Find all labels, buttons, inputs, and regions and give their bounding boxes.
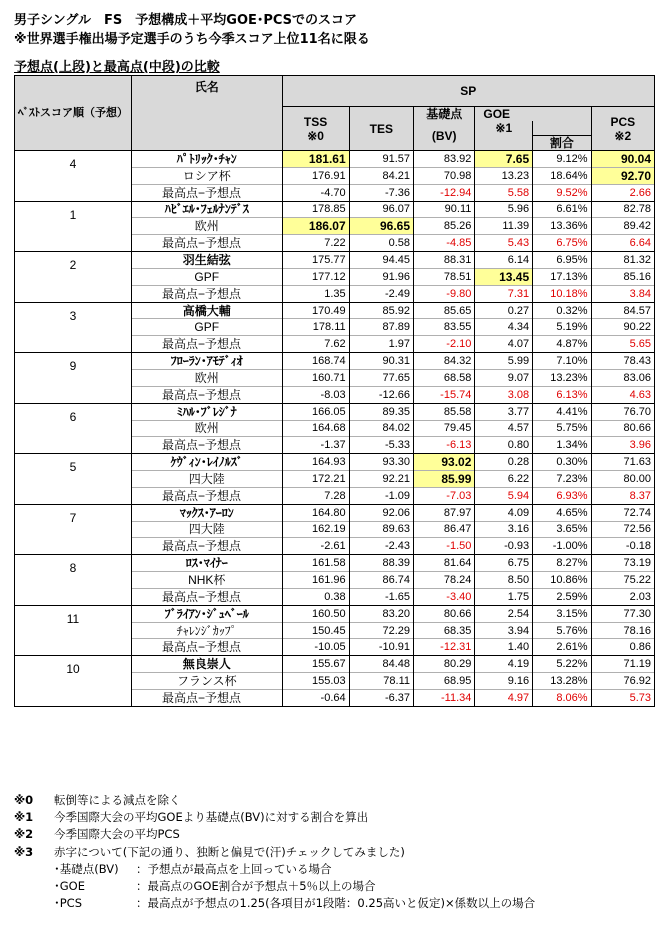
score-cell: 178.11 <box>282 319 349 336</box>
score-cell: 162.19 <box>282 521 349 538</box>
diff-label: 最高点−予想点 <box>132 336 283 353</box>
score-cell: -5.33 <box>349 437 413 454</box>
score-cell: -12.66 <box>349 386 413 403</box>
score-cell: 72.74 <box>591 504 654 521</box>
score-cell: 164.68 <box>282 420 349 437</box>
score-cell: 83.55 <box>414 319 475 336</box>
score-cell: 1.75 <box>475 588 533 605</box>
score-cell: 89.63 <box>349 521 413 538</box>
rank-cell: 6 <box>15 403 132 454</box>
score-cell: 92.06 <box>349 504 413 521</box>
score-cell: 3.08 <box>475 386 533 403</box>
score-cell: 76.70 <box>591 403 654 420</box>
score-cell: 5.43 <box>475 235 533 252</box>
skater-name: ﾊﾋﾞｴﾙ･ﾌｪﾙﾅﾝﾃﾞｽ <box>132 201 283 218</box>
score-cell: 178.85 <box>282 201 349 218</box>
score-cell: 7.22 <box>282 235 349 252</box>
note-2: ※2 今季国際大会の平均PCS <box>14 827 180 842</box>
score-cell: 96.65 <box>349 218 413 235</box>
score-cell: 13.28% <box>533 673 591 690</box>
score-cell: 2.59% <box>533 588 591 605</box>
score-cell: 91.57 <box>349 151 413 168</box>
header-sp: SP <box>282 76 654 107</box>
score-cell: 0.28 <box>475 454 533 471</box>
score-cell: -2.10 <box>414 336 475 353</box>
score-cell: -1.00% <box>533 538 591 555</box>
score-cell: 7.62 <box>282 336 349 353</box>
event-name: 四大陸 <box>132 471 283 488</box>
score-cell: -7.36 <box>349 184 413 201</box>
footnotes <box>14 792 535 912</box>
score-cell: 175.77 <box>282 252 349 269</box>
rank-cell: 11 <box>15 605 132 656</box>
score-cell: 85.92 <box>349 302 413 319</box>
score-cell: 0.32% <box>533 302 591 319</box>
score-cell: 84.02 <box>349 420 413 437</box>
diff-label: 最高点−予想点 <box>132 386 283 403</box>
score-cell: 13.36% <box>533 218 591 235</box>
score-cell: 6.93% <box>533 487 591 504</box>
score-cell: 6.13% <box>533 386 591 403</box>
header-name: 氏名 <box>132 76 283 151</box>
skater-name: ﾏｯｸｽ･ｱｰﾛﾝ <box>132 504 283 521</box>
score-cell: 6.75% <box>533 235 591 252</box>
skater-name: ｹｳﾞｨﾝ･ﾚｲﾉﾙｽﾞ <box>132 454 283 471</box>
score-cell: 7.31 <box>475 285 533 302</box>
score-cell: 84.21 <box>349 167 413 184</box>
skater-name: ﾊﾟﾄﾘｯｸ･ﾁｬﾝ <box>132 151 283 168</box>
score-cell: 96.07 <box>349 201 413 218</box>
score-cell: 0.58 <box>349 235 413 252</box>
score-cell: 7.23% <box>533 471 591 488</box>
score-cell: 3.84 <box>591 285 654 302</box>
skater-name: 羽生結弦 <box>132 252 283 269</box>
score-cell: 6.64 <box>591 235 654 252</box>
score-cell: 81.32 <box>591 252 654 269</box>
score-cell: 6.95% <box>533 252 591 269</box>
score-cell: 80.66 <box>414 605 475 622</box>
score-cell: -1.09 <box>349 487 413 504</box>
table-row <box>15 201 655 218</box>
diff-label: 最高点−予想点 <box>132 437 283 454</box>
event-name: NHK杯 <box>132 572 283 589</box>
score-cell: 84.48 <box>349 656 413 673</box>
skater-name: ﾌﾛｰﾗﾝ･ｱﾓﾃﾞｨｵ <box>132 353 283 370</box>
table-row <box>15 252 655 269</box>
score-cell: 3.96 <box>591 437 654 454</box>
rank-cell: 8 <box>15 555 132 606</box>
score-cell: 83.92 <box>414 151 475 168</box>
score-cell: 88.31 <box>414 252 475 269</box>
score-cell: 80.29 <box>414 656 475 673</box>
table-row <box>15 555 655 572</box>
note-3: ※3 赤字について(下記の通り、独断と偏見で(汗)チェックしてみました) <box>14 844 405 859</box>
score-cell: 4.57 <box>475 420 533 437</box>
event-name: GPF <box>132 319 283 336</box>
score-cell: 89.35 <box>349 403 413 420</box>
score-cell: 5.65 <box>591 336 654 353</box>
score-cell: 5.94 <box>475 487 533 504</box>
score-cell: 91.96 <box>349 268 413 285</box>
score-cell: 5.58 <box>475 184 533 201</box>
score-cell: 10.18% <box>533 285 591 302</box>
score-cell: 0.30% <box>533 454 591 471</box>
event-name: フランス杯 <box>132 673 283 690</box>
score-cell: 3.77 <box>475 403 533 420</box>
score-cell: -2.43 <box>349 538 413 555</box>
score-cell: 89.42 <box>591 218 654 235</box>
score-cell: 86.74 <box>349 572 413 589</box>
score-cell: 90.04 <box>591 151 654 168</box>
score-cell: 4.09 <box>475 504 533 521</box>
score-cell: 90.22 <box>591 319 654 336</box>
score-cell: 4.63 <box>591 386 654 403</box>
score-cell: 164.80 <box>282 504 349 521</box>
score-cell: 3.15% <box>533 605 591 622</box>
score-cell: 5.75% <box>533 420 591 437</box>
header-rank: ﾍﾞｽﾄスコア順（予想） <box>15 76 132 151</box>
header-bv: 基礎点 <box>414 107 475 122</box>
score-cell: -10.91 <box>349 639 413 656</box>
subnote-pcs: ･PCS ：最高点が予想点の1.25(各項目が1段階：0.25高いと仮定)×係数以上の場合 <box>54 896 536 911</box>
event-name: 四大陸 <box>132 521 283 538</box>
score-cell: -12.31 <box>414 639 475 656</box>
skater-name: ﾌﾞﾗｲｱﾝ･ｼﾞｭﾍﾞｰﾙ <box>132 605 283 622</box>
score-cell: 2.66 <box>591 184 654 201</box>
score-cell: 85.26 <box>414 218 475 235</box>
score-cell: 150.45 <box>282 622 349 639</box>
score-cell: 8.06% <box>533 690 591 707</box>
score-cell: 4.97 <box>475 690 533 707</box>
score-cell: 88.39 <box>349 555 413 572</box>
table-row <box>15 302 655 319</box>
score-cell: 160.50 <box>282 605 349 622</box>
score-cell: 7.65 <box>475 151 533 168</box>
header-tes: TES <box>349 107 413 151</box>
score-cell: 82.78 <box>591 201 654 218</box>
score-cell: 160.71 <box>282 369 349 386</box>
score-cell: 93.30 <box>349 454 413 471</box>
score-cell: 6.22 <box>475 471 533 488</box>
score-cell: 85.58 <box>414 403 475 420</box>
score-cell: 85.16 <box>591 268 654 285</box>
score-table <box>14 75 655 707</box>
score-cell: -7.03 <box>414 487 475 504</box>
score-cell: 84.57 <box>591 302 654 319</box>
header-goe-note: ※1 <box>475 121 533 136</box>
score-cell: 68.95 <box>414 673 475 690</box>
score-cell: 80.00 <box>591 471 654 488</box>
diff-label: 最高点−予想点 <box>132 690 283 707</box>
score-cell: 7.10% <box>533 353 591 370</box>
table-subtitle: 予想点(上段)と最高点(中段)の比較 <box>14 60 220 75</box>
score-cell: 7.28 <box>282 487 349 504</box>
score-cell: 71.19 <box>591 656 654 673</box>
score-cell: 8.37 <box>591 487 654 504</box>
score-cell: 4.34 <box>475 319 533 336</box>
score-cell: 93.02 <box>414 454 475 471</box>
score-cell: -1.50 <box>414 538 475 555</box>
score-cell: 5.76% <box>533 622 591 639</box>
score-cell: 84.32 <box>414 353 475 370</box>
table-row <box>15 454 655 471</box>
score-cell: 78.24 <box>414 572 475 589</box>
score-cell: 6.61% <box>533 201 591 218</box>
score-cell: -2.61 <box>282 538 349 555</box>
score-cell: 6.14 <box>475 252 533 269</box>
rank-cell: 10 <box>15 656 132 707</box>
score-cell: 4.19 <box>475 656 533 673</box>
skater-name: 高橋大輔 <box>132 302 283 319</box>
header-ratio-top <box>533 121 591 136</box>
score-cell: 166.05 <box>282 403 349 420</box>
score-cell: 86.47 <box>414 521 475 538</box>
rank-cell: 1 <box>15 201 132 252</box>
score-cell: 76.92 <box>591 673 654 690</box>
score-cell: -0.93 <box>475 538 533 555</box>
score-cell: 1.34% <box>533 437 591 454</box>
score-cell: 85.65 <box>414 302 475 319</box>
rank-cell: 5 <box>15 454 132 505</box>
score-cell: 92.21 <box>349 471 413 488</box>
score-cell: 1.40 <box>475 639 533 656</box>
score-cell: 0.27 <box>475 302 533 319</box>
score-cell: 9.16 <box>475 673 533 690</box>
score-cell: 13.23% <box>533 369 591 386</box>
score-cell: 83.20 <box>349 605 413 622</box>
diff-label: 最高点−予想点 <box>132 184 283 201</box>
score-cell: 5.96 <box>475 201 533 218</box>
score-cell: 1.35 <box>282 285 349 302</box>
diff-label: 最高点−予想点 <box>132 487 283 504</box>
header-goe-blank <box>475 136 533 151</box>
score-cell: 5.73 <box>591 690 654 707</box>
score-cell: 13.23 <box>475 167 533 184</box>
table-row <box>15 656 655 673</box>
title-line1: 男子シングル FS 予想構成＋平均GOE･PCSでのスコア <box>14 13 358 28</box>
score-cell: 87.97 <box>414 504 475 521</box>
table-row <box>15 504 655 521</box>
score-cell: -3.40 <box>414 588 475 605</box>
diff-label: 最高点−予想点 <box>132 588 283 605</box>
score-cell: 90.11 <box>414 201 475 218</box>
skater-name: ﾛｽ･ﾏｲﾅｰ <box>132 555 283 572</box>
event-name: 欧州 <box>132 420 283 437</box>
score-cell: 79.45 <box>414 420 475 437</box>
score-cell: 170.49 <box>282 302 349 319</box>
score-cell: 9.07 <box>475 369 533 386</box>
score-cell: 80.66 <box>591 420 654 437</box>
score-cell: 78.51 <box>414 268 475 285</box>
score-cell: 8.50 <box>475 572 533 589</box>
event-name: GPF <box>132 268 283 285</box>
score-cell: 92.70 <box>591 167 654 184</box>
score-cell: 164.93 <box>282 454 349 471</box>
subnote-bv: ･基礎点(BV) ：予想点が最高点を上回っている場合 <box>54 861 332 876</box>
score-cell: 87.89 <box>349 319 413 336</box>
score-cell: 155.03 <box>282 673 349 690</box>
score-cell: -1.65 <box>349 588 413 605</box>
event-name: 欧州 <box>132 369 283 386</box>
table-row <box>15 403 655 420</box>
header-bv-sub: (BV) <box>414 121 475 151</box>
note-1: ※1 今季国際大会の平均GOEより基礎点(BV)に対する割合を算出 <box>14 810 369 825</box>
score-cell: 3.65% <box>533 521 591 538</box>
score-cell: -6.13 <box>414 437 475 454</box>
subnote-goe: ･GOE ：最高点のGOE割合が予想点＋5％以上の場合 <box>54 879 376 894</box>
score-cell: 5.99 <box>475 353 533 370</box>
score-cell: 2.03 <box>591 588 654 605</box>
event-name: 欧州 <box>132 218 283 235</box>
table-row <box>15 605 655 622</box>
header-ratio: 割合 <box>533 136 591 151</box>
score-cell: 90.31 <box>349 353 413 370</box>
score-cell: 0.80 <box>475 437 533 454</box>
event-name: ﾁｬﾚﾝｼﾞｶｯﾌﾟ <box>132 622 283 639</box>
score-cell: -15.74 <box>414 386 475 403</box>
rank-cell: 9 <box>15 353 132 404</box>
score-cell: 73.19 <box>591 555 654 572</box>
score-cell: 177.12 <box>282 268 349 285</box>
header-tss: TSS ※0 <box>282 107 349 151</box>
score-cell: -4.70 <box>282 184 349 201</box>
score-cell: 68.35 <box>414 622 475 639</box>
score-cell: 161.96 <box>282 572 349 589</box>
score-cell: 186.07 <box>282 218 349 235</box>
score-cell: 77.65 <box>349 369 413 386</box>
score-cell: 85.99 <box>414 471 475 488</box>
score-cell: 94.45 <box>349 252 413 269</box>
rank-cell: 3 <box>15 302 132 353</box>
header-pcs: PCS ※2 <box>591 107 654 151</box>
score-cell: 70.98 <box>414 167 475 184</box>
score-cell: 9.52% <box>533 184 591 201</box>
score-cell: -2.49 <box>349 285 413 302</box>
score-cell: 161.58 <box>282 555 349 572</box>
score-cell: -12.94 <box>414 184 475 201</box>
score-cell: 18.64% <box>533 167 591 184</box>
score-cell: 5.22% <box>533 656 591 673</box>
rank-cell: 4 <box>15 151 132 202</box>
diff-label: 最高点−予想点 <box>132 639 283 656</box>
score-cell: -6.37 <box>349 690 413 707</box>
header-goe: GOE <box>475 107 591 122</box>
score-cell: 181.61 <box>282 151 349 168</box>
score-cell: 72.56 <box>591 521 654 538</box>
score-cell: 0.38 <box>282 588 349 605</box>
score-cell: 10.86% <box>533 572 591 589</box>
score-cell: 77.30 <box>591 605 654 622</box>
score-cell: 72.29 <box>349 622 413 639</box>
score-cell: 11.39 <box>475 218 533 235</box>
score-cell: 81.64 <box>414 555 475 572</box>
table-row <box>15 353 655 370</box>
title-line2: ※世界選手権出場予定選手のうち今季スコア上位11名に限る <box>14 32 370 47</box>
rank-cell: 2 <box>15 252 132 303</box>
score-cell: 4.07 <box>475 336 533 353</box>
diff-label: 最高点−予想点 <box>132 235 283 252</box>
skater-name: 無良崇人 <box>132 656 283 673</box>
score-cell: -8.03 <box>282 386 349 403</box>
score-cell: 1.97 <box>349 336 413 353</box>
score-cell: 68.58 <box>414 369 475 386</box>
score-cell: -9.80 <box>414 285 475 302</box>
score-cell: -11.34 <box>414 690 475 707</box>
score-cell: -0.64 <box>282 690 349 707</box>
table-row <box>15 151 655 168</box>
score-cell: 78.11 <box>349 673 413 690</box>
score-cell: 3.94 <box>475 622 533 639</box>
score-cell: 176.91 <box>282 167 349 184</box>
score-cell: 8.27% <box>533 555 591 572</box>
score-cell: 3.16 <box>475 521 533 538</box>
score-cell: 71.63 <box>591 454 654 471</box>
event-name: ロシア杯 <box>132 167 283 184</box>
score-cell: 4.65% <box>533 504 591 521</box>
score-cell: -1.37 <box>282 437 349 454</box>
score-cell: -4.85 <box>414 235 475 252</box>
score-cell: 4.87% <box>533 336 591 353</box>
note-0: ※0 転倒等による減点を除く <box>14 793 181 807</box>
score-cell: -0.18 <box>591 538 654 555</box>
score-cell: 17.13% <box>533 268 591 285</box>
score-cell: 75.22 <box>591 572 654 589</box>
score-cell: -10.05 <box>282 639 349 656</box>
score-cell: 168.74 <box>282 353 349 370</box>
score-cell: 2.54 <box>475 605 533 622</box>
score-cell: 172.21 <box>282 471 349 488</box>
diff-label: 最高点−予想点 <box>132 538 283 555</box>
score-cell: 5.19% <box>533 319 591 336</box>
skater-name: ﾐﾊﾙ･ﾌﾞﾚｼﾞﾅ <box>132 403 283 420</box>
rank-cell: 7 <box>15 504 132 555</box>
score-cell: 83.06 <box>591 369 654 386</box>
diff-label: 最高点−予想点 <box>132 285 283 302</box>
score-cell: 13.45 <box>475 268 533 285</box>
score-cell: 78.43 <box>591 353 654 370</box>
score-cell: 6.75 <box>475 555 533 572</box>
score-cell: 155.67 <box>282 656 349 673</box>
score-cell: 2.61% <box>533 639 591 656</box>
score-cell: 9.12% <box>533 151 591 168</box>
score-cell: 0.86 <box>591 639 654 656</box>
score-cell: 78.16 <box>591 622 654 639</box>
score-cell: 4.41% <box>533 403 591 420</box>
